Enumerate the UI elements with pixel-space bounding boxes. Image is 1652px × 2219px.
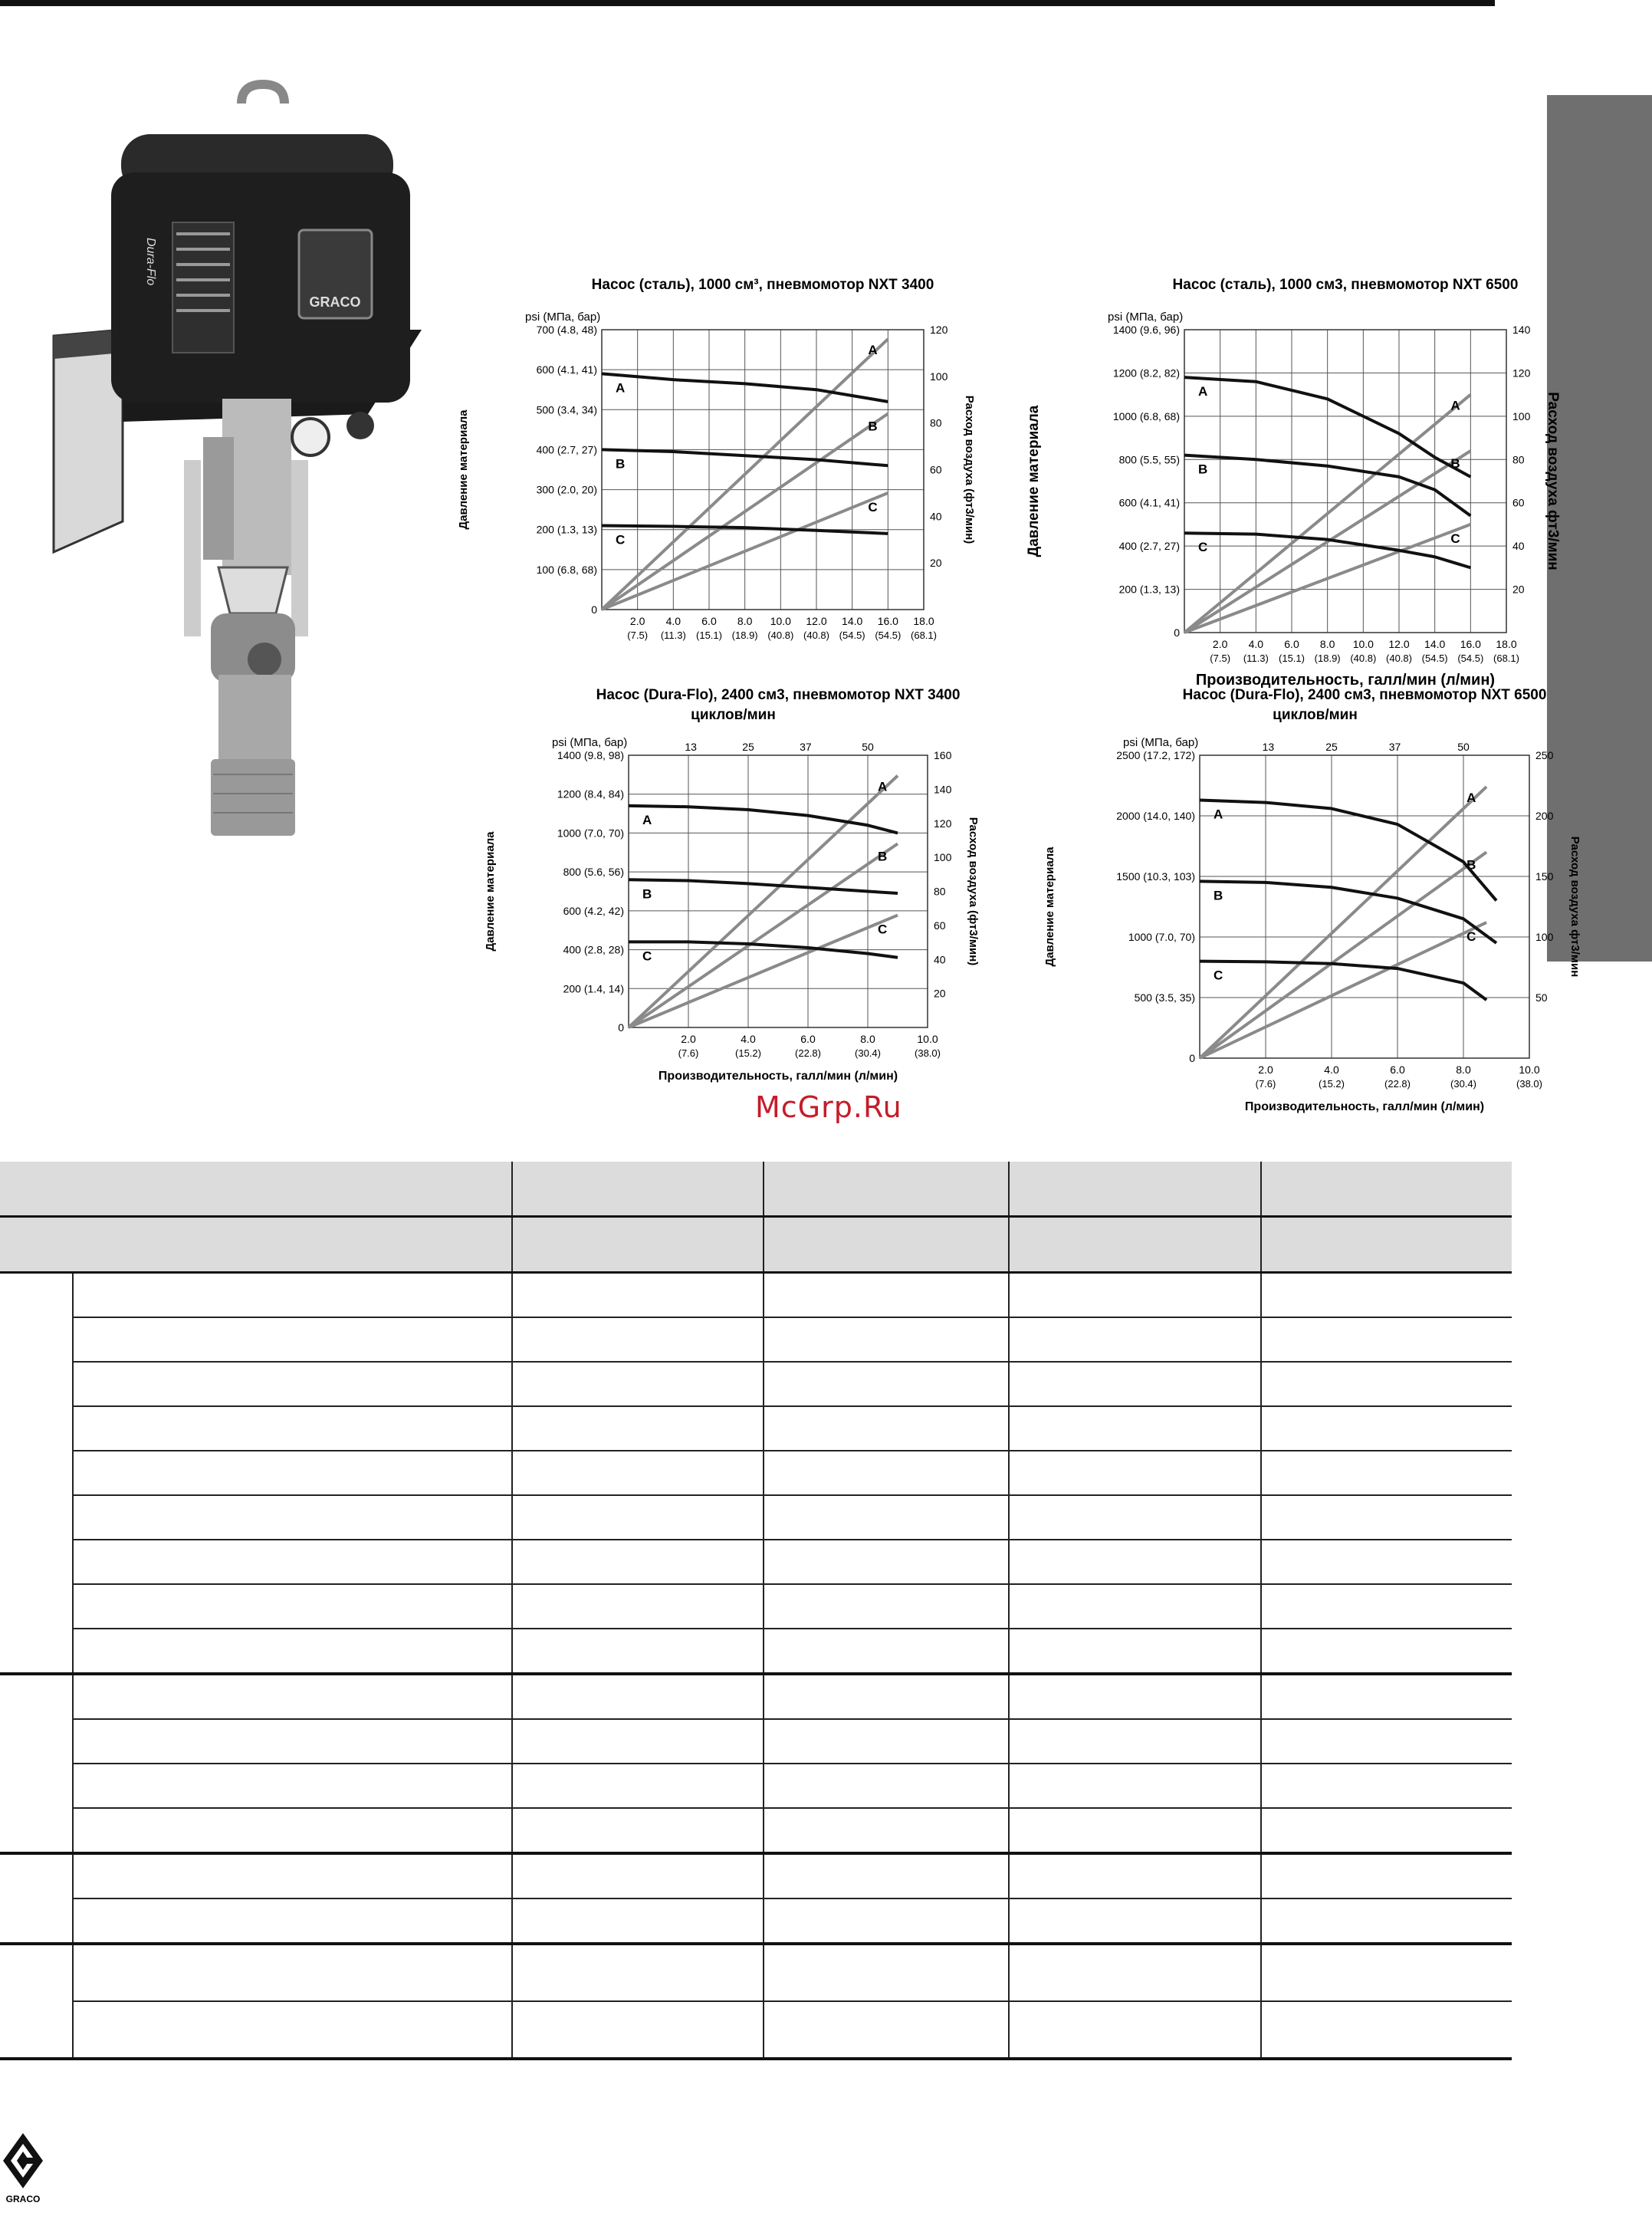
chart-title: Насос (Dura-Flo), 2400 см3, пневмомотор NXT 3400	[596, 687, 961, 703]
x-tick-sublabel: (11.3)	[660, 630, 686, 641]
x-tick-sublabel: (68.1)	[1493, 653, 1519, 664]
y-tick-label: 500 (3.5, 35)	[1134, 991, 1195, 1004]
table-row	[0, 2001, 1512, 2059]
x-tick-sublabel: (18.9)	[1314, 653, 1341, 664]
x-tick-sublabel: (40.8)	[1386, 653, 1412, 664]
air-line-label: B	[1450, 456, 1460, 471]
air-flow-line-b	[629, 843, 898, 1027]
y-tick-label: 600 (4.1, 41)	[1118, 496, 1180, 509]
chart-duraflo-nxt3400-svg	[475, 682, 980, 1089]
x-tick-label: 16.0	[877, 615, 898, 627]
cycles-tick-label: 25	[742, 741, 754, 753]
y-right-tick-label: 60	[1512, 496, 1525, 509]
pressure-curve-label: A	[1198, 384, 1208, 399]
chart-title: Насос (Dura-Flo), 2400 см3, пневмомотор NXT 6500	[1182, 687, 1547, 703]
y-right-axis-label: Расход воздуха (фт3/мин)	[967, 817, 980, 966]
x-tick-sublabel: (22.8)	[1384, 1078, 1411, 1090]
air-flow-line-c	[1200, 922, 1486, 1058]
x-tick-sublabel: (7.6)	[1255, 1078, 1276, 1090]
x-tick-label: 8.0	[1456, 1063, 1471, 1076]
chart-steel-nxt3400-svg	[448, 272, 976, 648]
y-right-tick-label: 140	[934, 783, 952, 796]
x-tick-label: 6.0	[800, 1033, 816, 1045]
x-axis-label: Производительность, галл/мин (л/мин)	[658, 1070, 898, 1083]
x-tick-label: 2.0	[681, 1033, 696, 1045]
air-line-label: C	[878, 922, 888, 937]
pressure-curve-label: B	[616, 456, 626, 472]
table-row	[0, 1853, 1512, 1898]
y-tick-label: 1000 (7.0, 70)	[557, 827, 624, 840]
air-line-label: A	[1450, 398, 1460, 413]
y-right-tick-label: 200	[1535, 810, 1554, 822]
x-tick-sublabel: (30.4)	[855, 1047, 881, 1059]
x-tick-label: 10.0	[1519, 1063, 1540, 1076]
y-tick-label: 1500 (10.3, 103)	[1116, 870, 1195, 883]
table-row	[0, 1406, 1512, 1451]
y-tick-label: 700 (4.8, 48)	[536, 324, 597, 336]
x-tick-sublabel: (15.2)	[1319, 1078, 1345, 1090]
x-tick-label: 14.0	[1424, 638, 1446, 650]
chart-steel-nxt3400	[448, 272, 976, 648]
y-right-axis-label: Расход воздуха фт3/мин	[1545, 392, 1561, 570]
y-right-tick-label: 60	[930, 463, 942, 476]
x-tick-sublabel: (15.2)	[735, 1047, 761, 1059]
y-tick-label: 0	[591, 603, 597, 616]
x-tick-label: 2.0	[1212, 638, 1228, 650]
x-tick-sublabel: (40.8)	[803, 630, 829, 641]
y-right-tick-label: 120	[930, 324, 948, 336]
x-tick-sublabel: (11.3)	[1243, 653, 1269, 664]
pressure-curve-a	[629, 806, 898, 833]
chart-duraflo-nxt3400	[475, 682, 980, 1089]
table-row	[0, 1944, 1512, 2001]
x-tick-sublabel: (22.8)	[795, 1047, 821, 1059]
x-tick-sublabel: (15.1)	[696, 630, 722, 641]
y-right-tick-label: 20	[934, 987, 946, 1000]
x-tick-label: 8.0	[860, 1033, 875, 1045]
y-tick-label: 2500 (17.2, 172)	[1116, 749, 1195, 761]
graco-logo	[0, 2132, 46, 2208]
graco-logo-icon	[0, 2132, 46, 2208]
table-row	[0, 1629, 1512, 1674]
x-tick-label: 18.0	[913, 615, 934, 627]
pressure-curve-b	[629, 879, 898, 893]
cycles-tick-label: 37	[800, 741, 812, 753]
pressure-curve-label: A	[642, 812, 652, 827]
y-tick-label: 1200 (8.2, 82)	[1112, 367, 1180, 380]
y-tick-label: 1000 (6.8, 68)	[1112, 409, 1180, 422]
y-axis-label: Давление материала	[457, 409, 470, 530]
y-tick-label: 200 (1.3, 13)	[536, 523, 597, 536]
table-row	[0, 1540, 1512, 1584]
y-tick-label: 200 (1.3, 13)	[1118, 583, 1180, 596]
x-tick-sublabel: (7.5)	[1210, 653, 1231, 664]
x-tick-label: 4.0	[1324, 1063, 1339, 1076]
y-tick-label: 0	[1174, 626, 1180, 639]
x-tick-sublabel: (7.5)	[627, 630, 649, 641]
cycles-axis-label: циклов/мин	[691, 707, 776, 723]
pump-drawing	[46, 77, 445, 843]
x-tick-sublabel: (38.0)	[1516, 1078, 1542, 1090]
x-tick-label: 6.0	[1390, 1063, 1405, 1076]
x-tick-sublabel: (7.6)	[678, 1047, 699, 1059]
cycles-tick-label: 25	[1325, 741, 1338, 753]
pressure-curve-label: A	[1214, 807, 1223, 822]
y-axis-header: psi (МПа, бар)	[525, 311, 601, 324]
x-tick-label: 6.0	[1284, 638, 1299, 650]
x-tick-label: 4.0	[1248, 638, 1264, 650]
x-tick-sublabel: (18.9)	[731, 630, 758, 641]
table-row	[0, 1273, 1512, 1318]
top-rule	[0, 0, 1495, 6]
y-tick-label: 1400 (9.6, 96)	[1112, 324, 1180, 336]
table-header-row	[0, 1217, 1512, 1273]
cycles-tick-label: 13	[685, 741, 697, 753]
pressure-curve-label: A	[616, 380, 626, 396]
y-right-tick-label: 80	[1512, 453, 1525, 466]
y-axis-label: Давление материала	[1026, 405, 1042, 557]
y-right-tick-label: 40	[934, 953, 946, 966]
cycles-tick-label: 37	[1388, 741, 1401, 753]
table-row	[0, 1362, 1512, 1406]
x-tick-label: 14.0	[842, 615, 863, 627]
y-tick-label: 2000 (14.0, 140)	[1116, 810, 1195, 822]
pressure-curve-a	[1200, 800, 1496, 903]
pressure-curve-label: B	[1198, 462, 1208, 477]
x-tick-label: 18.0	[1496, 638, 1517, 650]
plot-frame	[602, 330, 924, 610]
y-tick-label: 400 (2.8, 28)	[563, 943, 624, 956]
y-right-tick-label: 120	[934, 817, 952, 830]
y-tick-label: 300 (2.0, 20)	[536, 483, 597, 496]
x-tick-label: 10.0	[917, 1033, 938, 1045]
y-right-tick-label: 150	[1535, 870, 1554, 883]
watermark: McGrp.Ru	[755, 1090, 902, 1124]
pressure-curve-label: C	[1198, 540, 1208, 555]
y-right-tick-label: 80	[930, 416, 942, 429]
chart-title: Насос (сталь), 1000 см3, пневмомотор NXT 6500	[1172, 277, 1519, 293]
chart-title: Насос (сталь), 1000 см³, пневмомотор NXT 3400	[591, 277, 934, 293]
pressure-curve-label: B	[642, 886, 652, 902]
chart-duraflo-nxt6500	[1035, 682, 1581, 1113]
x-tick-sublabel: (40.8)	[1350, 653, 1377, 664]
y-tick-label: 600 (4.2, 42)	[563, 904, 624, 917]
x-tick-label: 6.0	[701, 615, 717, 627]
y-axis-label: Давление материала	[1043, 847, 1056, 967]
x-tick-label: 16.0	[1460, 638, 1481, 650]
x-tick-sublabel: (15.1)	[1279, 653, 1305, 664]
table-row	[0, 1584, 1512, 1629]
air-line-label: C	[868, 499, 878, 514]
air-line-label: C	[1450, 531, 1460, 546]
x-tick-label: 10.0	[1352, 638, 1374, 650]
table-row	[0, 1898, 1512, 1944]
cycles-tick-label: 50	[862, 741, 874, 753]
y-right-tick-label: 120	[1512, 367, 1531, 380]
x-tick-sublabel: (54.5)	[875, 630, 902, 641]
pressure-curve-label: C	[616, 532, 626, 547]
y-right-tick-label: 250	[1535, 749, 1554, 761]
y-right-tick-label: 160	[934, 749, 952, 761]
table-row	[0, 1674, 1512, 1719]
air-line-label: B	[868, 419, 878, 434]
x-tick-label: 8.0	[737, 615, 753, 627]
y-right-tick-label: 100	[1535, 931, 1554, 943]
y-tick-label: 0	[618, 1021, 624, 1034]
x-tick-label: 10.0	[770, 615, 791, 627]
chart-steel-nxt6500-svg	[1020, 272, 1561, 689]
air-line-label: B	[1466, 857, 1476, 873]
pressure-curve-label: C	[642, 948, 652, 964]
air-flow-line-c	[629, 916, 898, 1027]
pressure-curve-b	[1200, 881, 1496, 943]
chart-duraflo-nxt6500-svg	[1035, 682, 1581, 1113]
y-right-tick-label: 50	[1535, 991, 1548, 1004]
y-axis-header: psi (МПа, бар)	[1108, 311, 1184, 324]
y-tick-label: 500 (3.4, 34)	[536, 403, 597, 416]
cycles-axis-label: циклов/мин	[1273, 707, 1358, 723]
air-line-label: B	[878, 849, 888, 864]
air-line-label: A	[878, 779, 888, 794]
plot-frame	[1184, 330, 1506, 633]
y-tick-label: 1200 (8.4, 84)	[557, 787, 624, 800]
x-tick-sublabel: (68.1)	[911, 630, 937, 641]
y-right-tick-label: 40	[1512, 540, 1525, 553]
y-right-tick-label: 20	[1512, 583, 1525, 596]
spec-table	[0, 1162, 1512, 2060]
x-axis-label: Производительность, галл/мин (л/мин)	[1244, 1100, 1485, 1113]
y-right-tick-label: 140	[1512, 324, 1531, 336]
cycles-tick-label: 50	[1457, 741, 1470, 753]
table-row	[0, 1808, 1512, 1853]
x-tick-sublabel: (30.4)	[1450, 1078, 1476, 1090]
y-tick-label: 1400 (9.8, 98)	[557, 749, 624, 761]
y-tick-label: 800 (5.6, 56)	[563, 866, 624, 879]
x-tick-label: 2.0	[629, 615, 645, 627]
section-side-tab	[1547, 95, 1652, 962]
brand-label: GRACO	[309, 294, 361, 310]
x-tick-label: 4.0	[741, 1033, 756, 1045]
x-tick-label: 12.0	[806, 615, 827, 627]
y-right-axis-label: Расход воздуха фт3/мин	[1568, 836, 1581, 978]
x-tick-sublabel: (40.8)	[767, 630, 794, 641]
y-tick-label: 1000 (7.0, 70)	[1128, 931, 1195, 943]
y-right-tick-label: 100	[930, 370, 948, 383]
y-axis-label: Давление материала	[484, 831, 497, 952]
y-right-axis-label: Расход воздуха (фт3/мин)	[963, 395, 976, 544]
x-tick-sublabel: (54.5)	[1457, 653, 1484, 664]
x-tick-label: 12.0	[1388, 638, 1410, 650]
air-flow-line-a	[1200, 787, 1486, 1058]
x-tick-sublabel: (54.5)	[1421, 653, 1448, 664]
air-line-label: A	[868, 343, 878, 358]
y-right-tick-label: 60	[934, 919, 946, 932]
x-tick-label: 8.0	[1319, 638, 1335, 650]
x-tick-sublabel: (38.0)	[915, 1047, 941, 1059]
table-row	[0, 1764, 1512, 1808]
y-tick-label: 100 (6.8, 68)	[536, 563, 597, 576]
y-tick-label: 200 (1.4, 14)	[563, 982, 624, 995]
table-row	[0, 1317, 1512, 1362]
x-tick-sublabel: (54.5)	[839, 630, 865, 641]
x-axis-label: Производительность, галл/мин (л/мин)	[1195, 672, 1496, 689]
chart-steel-nxt6500	[1020, 272, 1561, 689]
air-line-label: A	[1466, 791, 1476, 806]
y-tick-label: 0	[1189, 1052, 1195, 1064]
pressure-curve-label: B	[1214, 888, 1223, 903]
air-line-label: C	[1466, 929, 1476, 945]
y-tick-label: 800 (5.5, 55)	[1118, 453, 1180, 466]
y-right-tick-label: 20	[930, 557, 942, 570]
x-tick-label: 4.0	[665, 615, 681, 627]
cycles-tick-label: 13	[1262, 741, 1275, 753]
y-tick-label: 400 (2.7, 27)	[1118, 540, 1180, 553]
model-label: Dura-Flo	[144, 238, 157, 286]
pressure-curve-label: C	[1214, 968, 1223, 983]
y-right-tick-label: 40	[930, 510, 942, 523]
logo-text: GRACO	[5, 2194, 41, 2204]
y-tick-label: 600 (4.1, 41)	[536, 363, 597, 376]
y-right-tick-label: 100	[1512, 409, 1531, 422]
table-row	[0, 1495, 1512, 1540]
table-row	[0, 1451, 1512, 1495]
y-right-tick-label: 100	[934, 851, 952, 864]
pressure-curve-c	[1200, 962, 1486, 1001]
table-row	[0, 1719, 1512, 1764]
x-tick-label: 2.0	[1258, 1063, 1273, 1076]
air-flow-line-a	[629, 776, 898, 1027]
y-tick-label: 400 (2.7, 27)	[536, 443, 597, 456]
y-axis-header: psi (МПа, бар)	[552, 736, 628, 749]
y-axis-header: psi (МПа, бар)	[1123, 736, 1199, 749]
y-right-tick-label: 80	[934, 885, 946, 898]
pump-illustration	[46, 77, 445, 843]
table-header-row	[0, 1162, 1512, 1217]
